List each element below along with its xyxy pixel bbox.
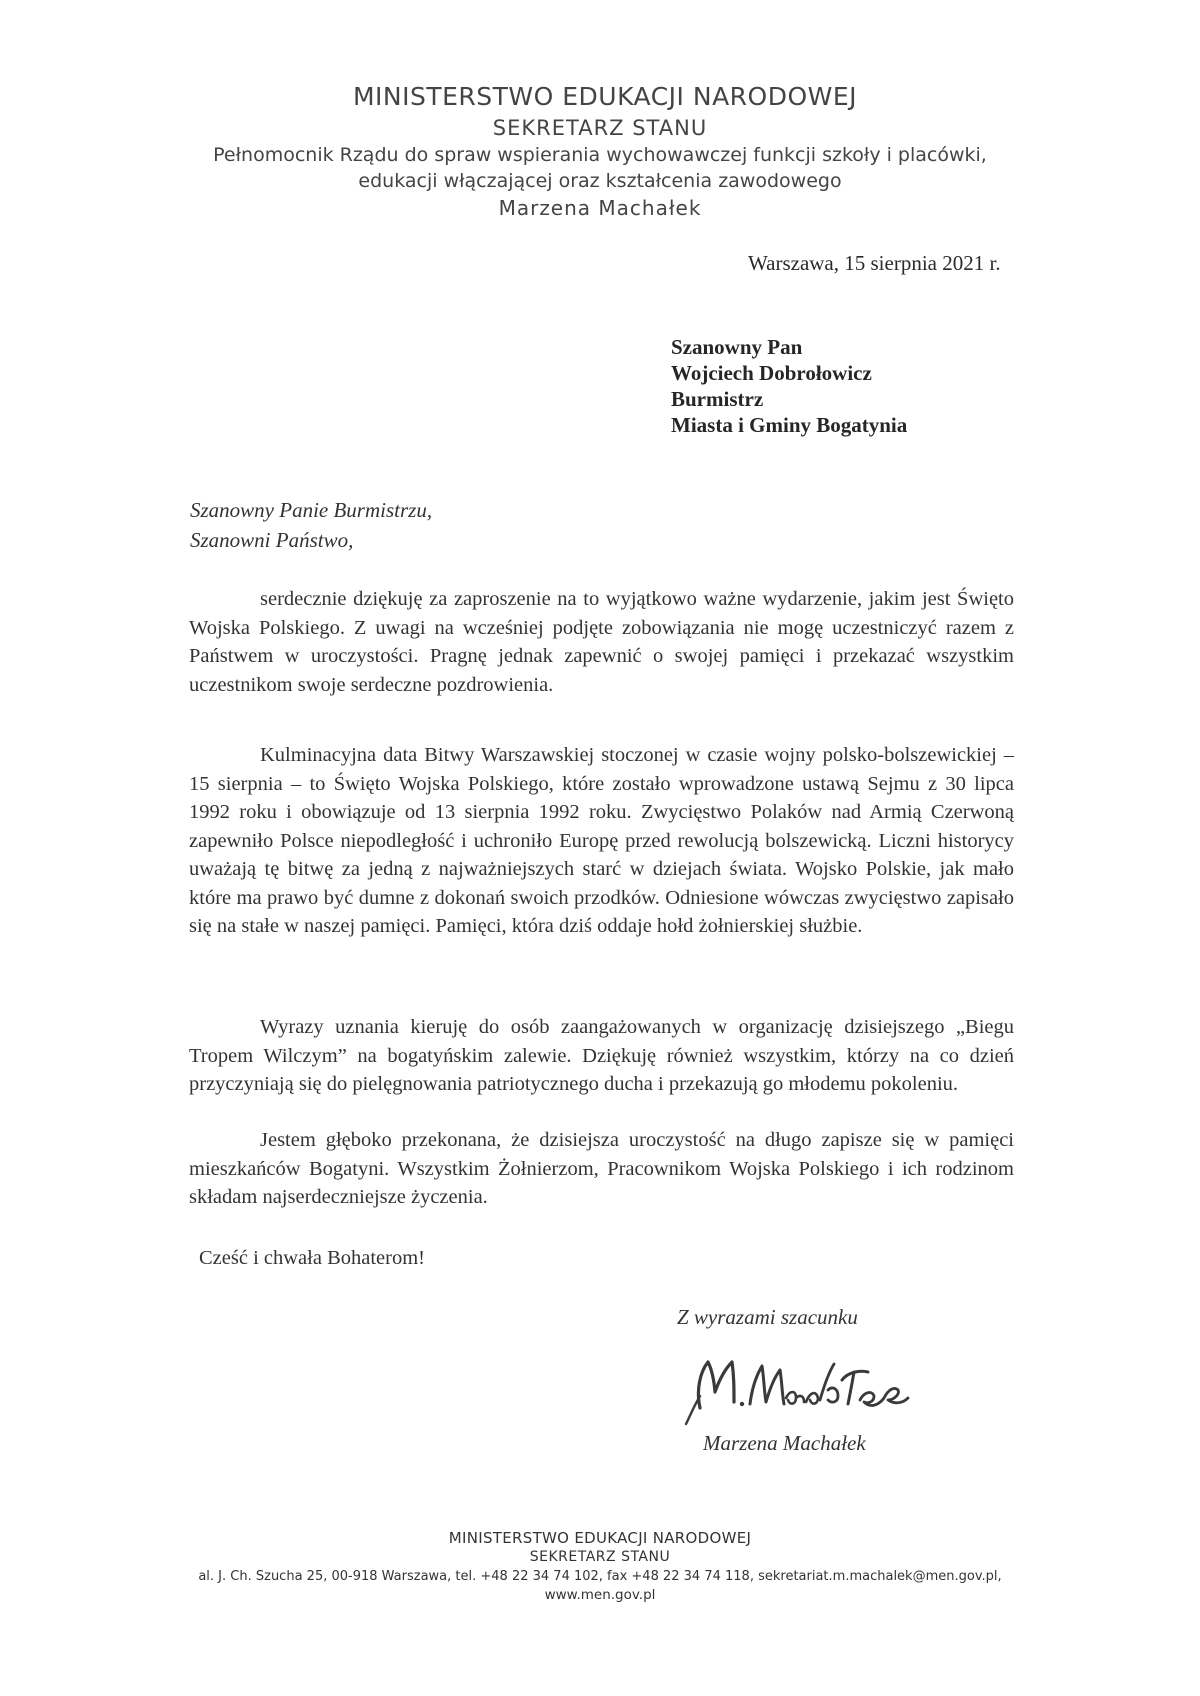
salutation-line-2: Szanowni Państwo, [190, 528, 354, 552]
addressee-line-3: Burmistrz [671, 387, 764, 411]
salutation [190, 495, 432, 555]
letterhead-secretary: SEKRETARZ STANU [492, 116, 708, 140]
footer-address: al. J. Ch. Szucha 25, 00-918 Warszawa, tel. +48 22 34 74 102, fax +48 22 34 74 118, sekretariat.m.machalek@men.gov.pl, [198, 1569, 1002, 1584]
letterhead-ministry: MINISTERSTWO EDUKACJI NARODOWEJ [352, 82, 858, 111]
addressee-line-4: Miasta i Gminy Bogatynia [671, 413, 908, 437]
salutation-line-1: Szanowny Panie Burmistrzu, [190, 498, 433, 522]
letterhead-name: Marzena Machałek [498, 196, 702, 220]
footer-website: www.men.gov.pl [544, 1587, 656, 1603]
body-paragraph-1: serdecznie dziękuję za zaproszenie na to wyjątkowo ważne wydarzenie, jakim jest Święto Wojska Polskiego. Z uwagi na wcześniej podjęte zobowiązania nie mogę uczestniczyć razem z Państwem w uroczystości. Pragnę jednak zapewnić o swojej pamięci i przekazać wszystkim uczestnikom swoje serdeczne pozdrowienia. [189, 588, 1014, 696]
addressee-line-2: Wojciech Dobrołowicz [671, 361, 872, 385]
body-paragraph-3: Wyrazy uznania kieruję do osób zaangażowanych w organizację dzisiejszego „Biegu Tropem Wilczym” na bogatyńskim zalewie. Dziękuję również wszystkim, którzy na co dzień przyczyniają się do pielęgnowania patriotycznego ducha i przekazują go młodemu pokoleniu. [189, 1016, 1014, 1095]
body-paragraph-4: Jestem głęboko przekonana, że dzisiejsza uroczystość na długo zapisze się w pamięci mieszkańców Bogatyni. Wszystkim Żołnierzom, Pracownikom Wojska Polskiego i ich rodzinom składam najserdeczniejsze życzenia. [189, 1129, 1014, 1208]
footer [0, 1528, 1200, 1605]
letterhead-role-line-2: edukacji włączającej oraz kształcenia zawodowego [358, 170, 842, 192]
footer-secretary: SEKRETARZ STANU [529, 1549, 671, 1565]
signer-name: Marzena Machałek [703, 1431, 866, 1455]
closing-hail: Cześć i chwała Bohaterom! [199, 1247, 425, 1269]
letterhead-role-line-1: Pełnomocnik Rządu do spraw wspierania wychowawczej funkcji szkoły i placówki, [213, 144, 987, 166]
footer-ministry: MINISTERSTWO EDUKACJI NARODOWEJ [448, 1529, 752, 1547]
letter-date: Warszawa, 15 sierpnia 2021 r. [748, 251, 1001, 275]
body-paragraph-2: Kulminacyjna data Bitwy Warszawskiej stoczonej w czasie wojny polsko-bolszewickiej – 15 sierpnia – to Święto Wojska Polskiego, które zostało wprowadzone ustawą Sejmu z 30 lipca 1992 roku i obowiązuje od 13 sierpnia 1992 roku. Zwycięstwo Polaków nad Armią Czerwoną zapewniło Polsce niepodległość i uchroniło Europę przed rewolucją bolszewicką. Liczni historycy uważają tę bitwę za jedną z najważniejszych starć w dziejach świata. Wojsko Polskie, jak mało które ma prawo być dumne z dokonań swoich przodków. Odniesione wówczas zwycięstwo zapisało się na stałe w naszej pamięci. Pamięci, która dziś oddaje hołd żołnierskiej służbie. [189, 744, 1014, 937]
closing-regards: Z wyrazami szacunku [677, 1305, 858, 1329]
handwritten-signature [678, 1350, 918, 1440]
addressee-line-1: Szanowny Pan [671, 335, 803, 359]
addressee-block [671, 334, 907, 438]
letterhead [0, 80, 1200, 222]
